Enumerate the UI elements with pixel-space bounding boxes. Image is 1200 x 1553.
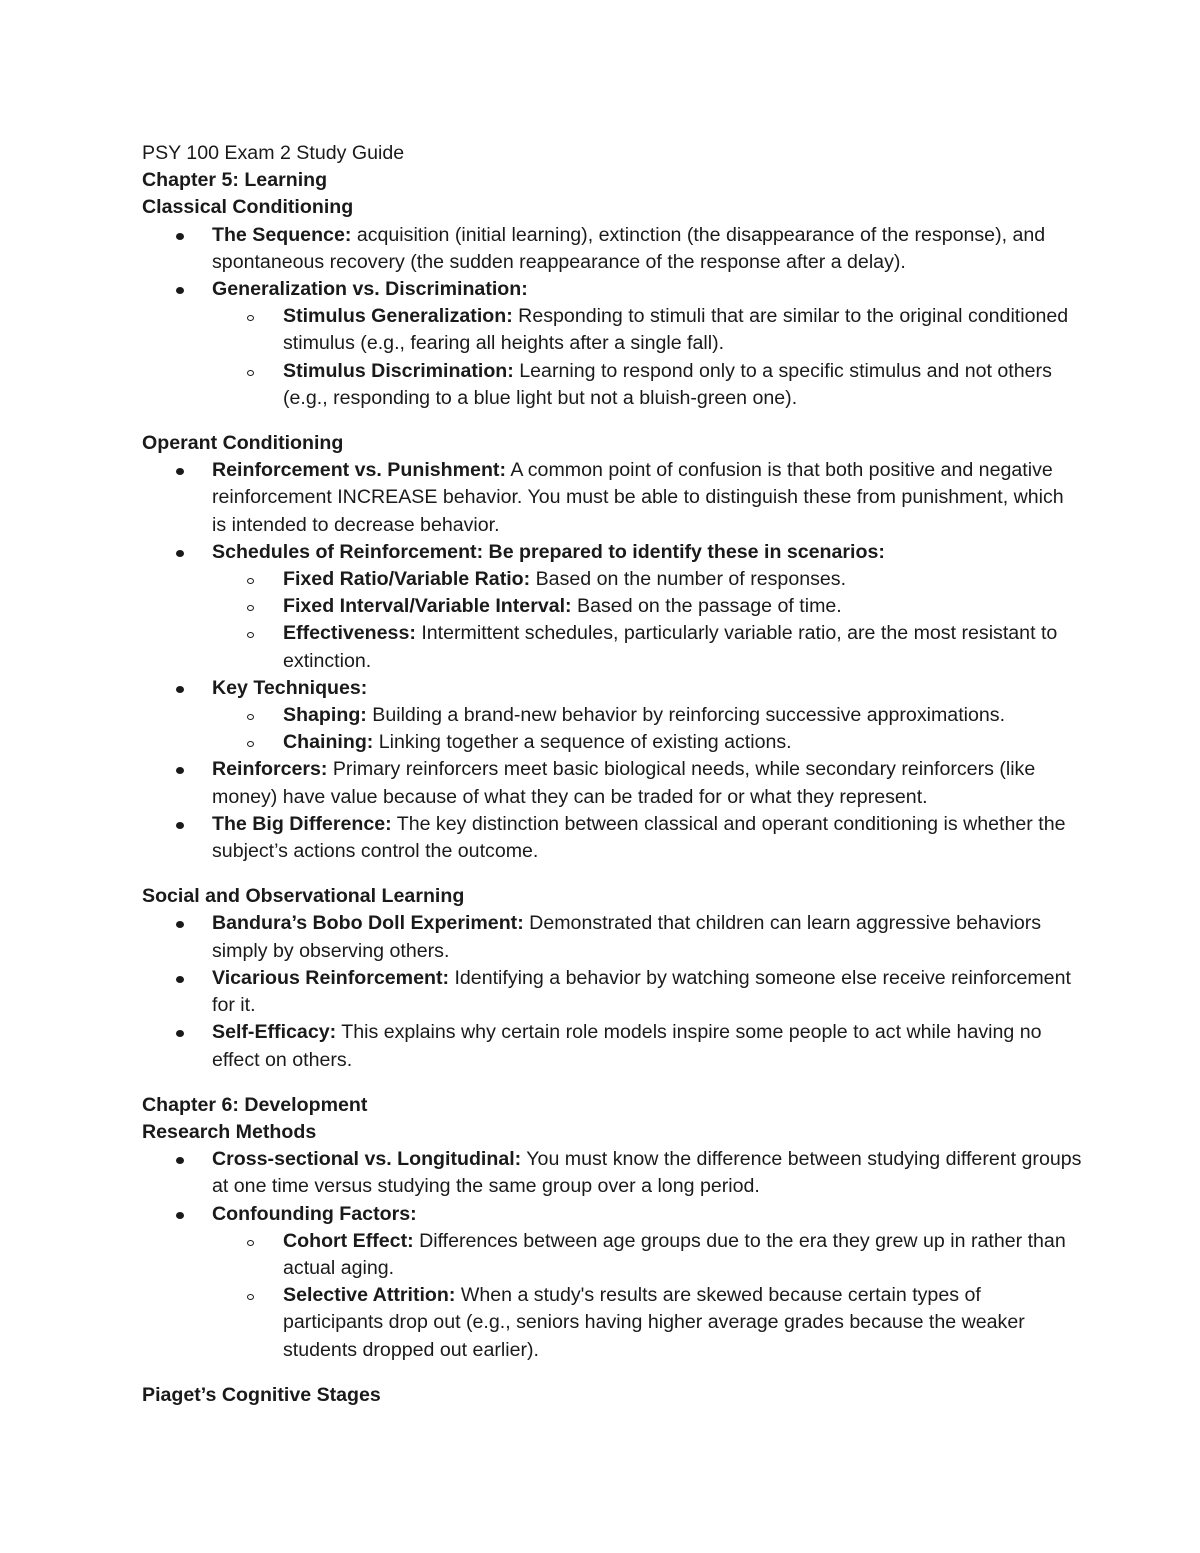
hollow-bullet-icon <box>247 605 254 611</box>
list-item <box>212 457 1082 539</box>
sub-item-term: Shaping: <box>283 704 367 727</box>
bullet-icon <box>176 822 184 829</box>
operant-conditioning-heading: Operant Conditioning <box>142 432 344 455</box>
item-term: Reinforcers: <box>212 758 328 781</box>
document-title: PSY 100 Exam 2 Study Guide <box>142 142 405 164</box>
research-methods-list <box>142 1146 1082 1364</box>
list-item <box>212 910 1082 964</box>
item-text: Identifying a behavior by watching someone else receive reinforcement for it. <box>212 966 1071 1017</box>
item-text: You must know the difference between studying different groups at one time versus studying the same group over a long period. <box>212 1148 1082 1198</box>
bullet-icon <box>176 921 184 928</box>
item-text: Primary reinforcers meet basic biological needs, while secondary reinforcers (like money) have value because of what they can be traded for or what they represent. <box>212 758 1036 808</box>
operant-conditioning-list <box>142 457 1082 865</box>
sub-item-text: Learning to respond only to a specific stimulus and not others (e.g., responding to a blue light but not a bluish-green one). <box>283 359 1052 409</box>
social-learning-heading: Social and Observational Learning <box>142 885 465 908</box>
hollow-bullet-icon <box>247 741 254 747</box>
item-term: Self-Efficacy: <box>212 1021 337 1044</box>
hollow-bullet-icon <box>247 714 254 720</box>
sub-list-item <box>283 729 1082 756</box>
sub-item-term: Cohort Effect: <box>283 1229 414 1252</box>
sub-item-term: Stimulus Discrimination: <box>283 359 514 382</box>
bullet-icon <box>176 976 184 983</box>
sub-item-term: Stimulus Generalization: <box>283 305 513 328</box>
list-item <box>212 675 1082 757</box>
sub-item-text: Linking together a sequence of existing actions. <box>373 731 792 754</box>
classical-conditioning-list <box>142 222 1082 412</box>
list-item <box>212 965 1082 1019</box>
item-text: The key distinction between classical and operant conditioning is whether the subject’s actions control the outcome. <box>212 812 1066 863</box>
sub-list-item <box>283 702 1082 729</box>
sub-list-item <box>283 1282 1082 1364</box>
chapter-5-heading: Chapter 5: Learning <box>142 169 328 192</box>
sub-item-text: Based on the number of responses. <box>530 568 847 591</box>
sub-list <box>212 702 1082 756</box>
bullet-icon <box>176 233 184 240</box>
list-item <box>212 1019 1082 1073</box>
bullet-icon <box>176 767 184 774</box>
list-item <box>212 756 1082 810</box>
list-item <box>212 539 1082 675</box>
sub-list-item <box>283 358 1082 412</box>
bullet-icon <box>176 1157 184 1164</box>
item-text: This explains why certain role models inspire some people to act while having no effect on others. <box>212 1021 1042 1071</box>
item-term: Confounding Factors: <box>212 1202 417 1225</box>
item-text: Demonstrated that children can learn aggressive behaviors simply by observing others. <box>212 912 1042 962</box>
list-item <box>212 1201 1082 1364</box>
sub-list-item <box>283 1228 1082 1282</box>
item-text: A common point of confusion is that both positive and negative reinforcement INCREASE behavior. You must be able to distinguish these from punishment, which is intended to decrease behavior. <box>212 459 1064 536</box>
item-term: Reinforcement vs. Punishment: <box>212 459 506 482</box>
sub-list <box>212 303 1082 412</box>
item-term: Key Techniques: <box>212 676 368 699</box>
hollow-bullet-icon <box>247 1294 254 1300</box>
sub-list <box>212 566 1082 675</box>
hollow-bullet-icon <box>247 370 254 376</box>
sub-item-text: Building a brand-new behavior by reinforcing successive approximations. <box>366 704 1006 727</box>
bullet-icon <box>176 1212 184 1219</box>
item-term: Schedules of Reinforcement: Be prepared to identify these in scenarios: <box>212 540 885 563</box>
chapter-6-heading: Chapter 6: Development <box>142 1093 368 1116</box>
sub-item-text: When a study's results are skewed because certain types of participants drop out (e.g., seniors having higher average grades because the weaker students dropped out earlier). <box>283 1284 1025 1361</box>
bullet-icon <box>176 468 184 475</box>
sub-item-term: Selective Attrition: <box>283 1284 456 1307</box>
list-item <box>212 811 1082 865</box>
sub-item-term: Chaining: <box>283 731 374 754</box>
hollow-bullet-icon <box>247 315 254 321</box>
bullet-icon <box>176 287 184 294</box>
sub-list-item <box>283 620 1082 674</box>
item-term: Generalization vs. Discrimination: <box>212 278 528 301</box>
sub-list-item <box>283 593 1082 620</box>
item-term: Cross-sectional vs. Longitudinal: <box>212 1148 522 1171</box>
hollow-bullet-icon <box>247 1240 254 1246</box>
hollow-bullet-icon <box>247 578 254 584</box>
sub-item-term: Fixed Interval/Variable Interval: <box>283 595 572 618</box>
item-term: The Sequence: <box>212 223 352 246</box>
classical-conditioning-heading: Classical Conditioning <box>142 196 354 219</box>
social-learning-list <box>142 910 1082 1073</box>
bullet-icon <box>176 1030 184 1037</box>
sub-list-item <box>283 566 1082 593</box>
item-text: acquisition (initial learning), extinction (the disappearance of the response), and spontaneous recovery (the sudden reappearance of the response after a delay). <box>212 223 1046 273</box>
sub-list-item <box>283 303 1082 357</box>
sub-item-text: Responding to stimuli that are similar to the original conditioned stimulus (e.g., fearing all heights after a single fall). <box>283 305 1069 355</box>
sub-item-text: Intermittent schedules, particularly variable ratio, are the most resistant to extinction. <box>283 622 1058 672</box>
bullet-icon <box>176 686 184 693</box>
sub-item-term: Fixed Ratio/Variable Ratio: <box>283 568 531 591</box>
item-term: Bandura’s Bobo Doll Experiment: <box>212 912 524 935</box>
list-item <box>212 1146 1082 1200</box>
sub-list <box>212 1228 1082 1364</box>
hollow-bullet-icon <box>247 632 254 638</box>
sub-item-text: Differences between age groups due to the era they grew up in rather than actual aging. <box>283 1229 1066 1279</box>
item-term: The Big Difference: <box>212 812 392 835</box>
study-guide-page <box>142 140 1082 1409</box>
bullet-icon <box>176 550 184 557</box>
list-item <box>212 276 1082 412</box>
piaget-stages-heading: Piaget’s Cognitive Stages <box>142 1383 381 1406</box>
item-term: Vicarious Reinforcement: <box>212 966 450 989</box>
research-methods-heading: Research Methods <box>142 1120 317 1143</box>
sub-item-text: Based on the passage of time. <box>571 595 842 618</box>
sub-item-term: Effectiveness: <box>283 622 416 645</box>
list-item <box>212 222 1082 276</box>
